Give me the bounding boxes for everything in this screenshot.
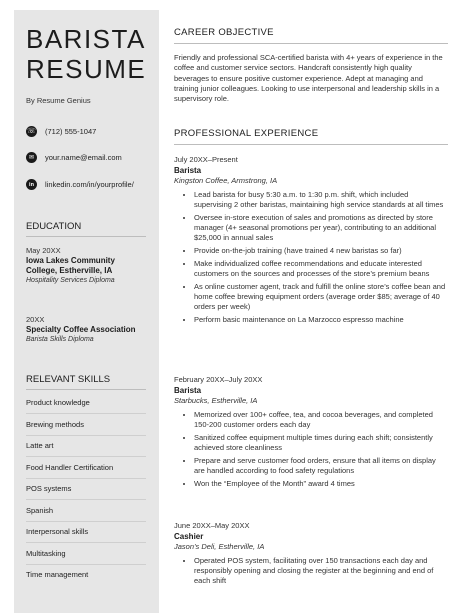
objective-section (174, 53, 448, 104)
contact-email (26, 152, 122, 163)
skills-heading: RELEVANT SKILLS (26, 374, 146, 390)
job-bullet: • Make individualized coffee recommendations and educate interested customers on the sources and processes of the store’s premium beans (194, 259, 448, 279)
education-item (26, 246, 154, 286)
education-degree: Barista Skills Diploma (26, 336, 94, 343)
skill-item: POS systems (26, 484, 146, 500)
job-date: February 20XX–July 20XX (174, 375, 263, 384)
title-line-1: BARISTA (26, 24, 146, 54)
job-bullet: • Oversee in-store execution of sales and promotions as directed by store manager (4+ seasonal promotions per year), contributing to an additional $25,000 in annual sales (194, 213, 448, 243)
skill-item: Brewing methods (26, 420, 146, 436)
objective-heading: CAREER OBJECTIVE (174, 27, 448, 44)
job-bullet: • Perform basic maintenance on La Marzocco espresso machine (194, 315, 448, 325)
job-entry (174, 155, 448, 328)
skill-item: Multitasking (26, 549, 146, 565)
education-school: Iowa Lakes Community College, Estherville, IA (26, 256, 115, 275)
skill-item: Time management (26, 570, 89, 579)
email-text: your.name@email.com (45, 153, 122, 162)
job-company: Starbucks, Estherville, IA (174, 396, 258, 405)
job-entry (174, 521, 448, 589)
job-date: June 20XX–May 20XX (174, 521, 250, 530)
phone-text: (712) 555-1047 (45, 127, 97, 136)
skill-item: Interpersonal skills (26, 527, 146, 543)
objective-text: Friendly and professional SCA-certified barista with 4+ years of experience in the coffee and customer service sectors. Handcraft consistently high quality beverages to ensure positive customer experience. Adept at managing and training junior colleagues. Looking to use interpersonal and leadership skills in a supervisory role. (174, 53, 443, 104)
skill-item: Product knowledge (26, 398, 146, 414)
job-company: Jason’s Deli, Estherville, IA (174, 542, 265, 551)
job-title: Cashier (174, 532, 204, 541)
job-bullet: • As online customer agent, track and fulfill the online store’s coffee bean and home coffee brewing equipment orders (average order $85; average of 40 orders per week) (194, 282, 448, 312)
linkedin-text: linkedin.com/in/yourprofile/ (45, 180, 134, 189)
job-bullet: • Prepare and serve customer food orders, ensure that all items on display are handled according to food safety regulations (194, 456, 448, 476)
title-line-2: RESUME (26, 54, 147, 84)
skill-item: Latte art (26, 441, 146, 457)
job-entry (174, 375, 448, 492)
job-title: Barista (174, 166, 202, 175)
job-bullet: • Sanitized coffee equipment multiple times during each shift; consistently achieved store cleanliness (194, 433, 448, 453)
byline: By Resume Genius (26, 96, 91, 105)
job-bullets (174, 410, 448, 489)
education-date: 20XX (26, 315, 45, 324)
contact-linkedin (26, 179, 134, 190)
education-degree: Hospitality Services Diploma (26, 277, 115, 284)
job-bullet: • Lead barista for busy 5:30 a.m. to 1:30 p.m. shift, which included supervising 2 other baristas, maintaining high service standards at all times (194, 190, 448, 210)
resume-title (26, 24, 146, 84)
job-bullets (174, 190, 448, 325)
phone-icon: ☏ (27, 128, 36, 135)
job-bullet: • Won the “Employee of the Month” award 4 times (194, 479, 448, 489)
job-date: July 20XX–Present (174, 155, 238, 164)
job-bullets (174, 556, 448, 586)
education-heading: EDUCATION (26, 221, 146, 237)
job-bullet: • Operated POS system, facilitating over 150 transactions each day and responsibly opening and closing the register at the beginning and end of each shift (194, 556, 448, 586)
contact-phone (26, 126, 96, 137)
experience-heading: PROFESSIONAL EXPERIENCE (174, 128, 448, 145)
job-company: Kingston Coffee, Armstrong, IA (174, 176, 278, 185)
skill-item: Spanish (26, 506, 146, 522)
job-bullet: • Memorized over 100+ coffee, tea, and cocoa beverages, and completed 150-200 customer orders each day (194, 410, 448, 430)
education-date: May 20XX (26, 246, 61, 255)
education-item (26, 315, 154, 345)
education-school: Specialty Coffee Association (26, 325, 136, 334)
job-title: Barista (174, 386, 202, 395)
job-bullet: • Provide on-the-job training (have trained 4 new baristas so far) (194, 246, 448, 256)
linkedin-icon: in (26, 179, 37, 190)
email-icon: ✉ (26, 152, 37, 163)
skill-item: Food Handler Certification (26, 463, 146, 479)
